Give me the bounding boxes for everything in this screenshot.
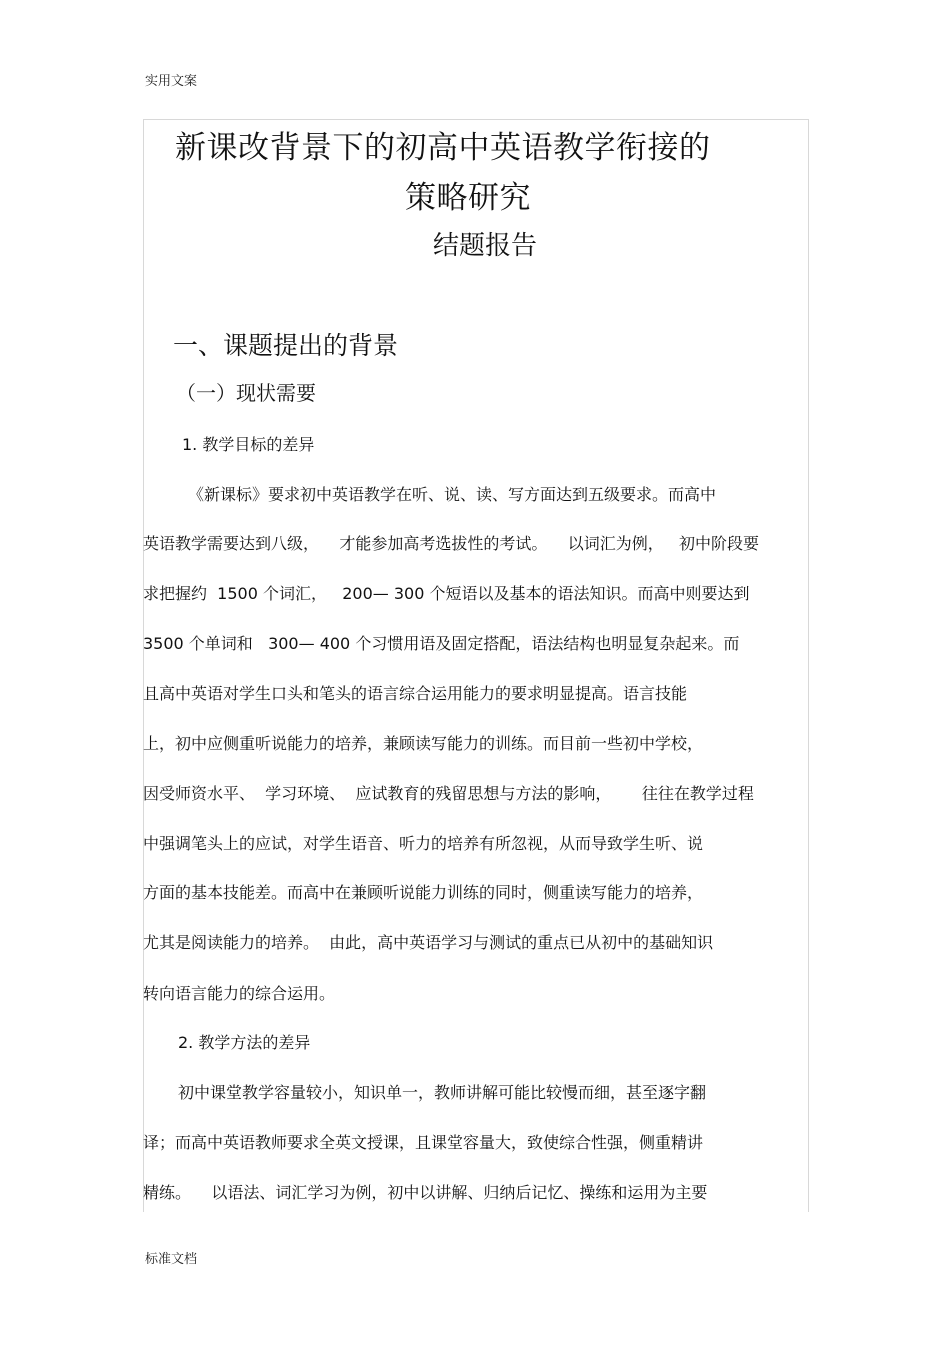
subsection-heading: （一）现状需要 (176, 381, 316, 405)
paragraph-line: 译；而高中英语教师要求全英文授课，且课堂容量大，致使综合性强，侧重精讲 (143, 1133, 704, 1152)
page-header-label: 实用文案 (145, 74, 198, 89)
item-heading-teaching-goals: 1. 教学目标的差异 (182, 435, 315, 454)
paragraph-line: 精练。 以语法、词汇学习为例，初中以讲解、归纳后记忆、操练和运用为主要 (143, 1183, 708, 1202)
section-heading: 一、课题提出的背景 (173, 331, 399, 360)
paragraph-line: 英语教学需要达到八级， 才能参加高考选拔性的考试。 以词汇为例， 初中阶段要 (143, 534, 759, 553)
paragraph-line: 因受师资水平、 学习环境、 应试教育的残留思想与方法的影响， 往往在教学过程 (143, 784, 754, 803)
item-heading-teaching-methods: 2. 教学方法的差异 (178, 1033, 311, 1052)
page-footer-label: 标准文档 (145, 1252, 198, 1267)
paragraph-line: 中强调笔头上的应试，对学生语音、听力的培养有所忽视，从而导致学生听、说 (143, 834, 704, 853)
document-title-line1: 新课改背景下的初高中英语教学衔接的 (175, 130, 711, 166)
paragraph-line: 方面的基本技能差。而高中在兼顾听说能力训练的同时，侧重读写能力的培养， (143, 883, 704, 902)
paragraph-line: 尤其是阅读能力的培养。 由此，高中英语学习与测试的重点已从初中的基础知识 (143, 933, 714, 952)
paragraph-line: 且高中英语对学生口头和笔头的语言综合运用能力的要求明显提高。语言技能 (143, 684, 688, 703)
paragraph-line: 上，初中应侧重听说能力的培养，兼顾读写能力的训练。而目前一些初中学校， (143, 734, 704, 753)
paragraph-line: 求把握约 1500 个词汇， 200— 300 个短语以及基本的语法知识。而高中则要达到 (143, 584, 750, 603)
document-subtitle: 结题报告 (433, 231, 538, 261)
paragraph-line: 《新课标》要求初中英语教学在听、说、读、写方面达到五级要求。而高中 (188, 485, 717, 504)
paragraph-line: 3500 个单词和 300— 400 个习惯用语及固定搭配，语法结构也明显复杂起来。而 (143, 634, 740, 653)
document-title-line2: 策略研究 (405, 180, 531, 216)
paragraph-line: 初中课堂教学容量较小，知识单一，教师讲解可能比较慢而细，甚至逐字翻 (178, 1083, 707, 1102)
paragraph-line: 转向语言能力的综合运用。 (143, 984, 336, 1003)
